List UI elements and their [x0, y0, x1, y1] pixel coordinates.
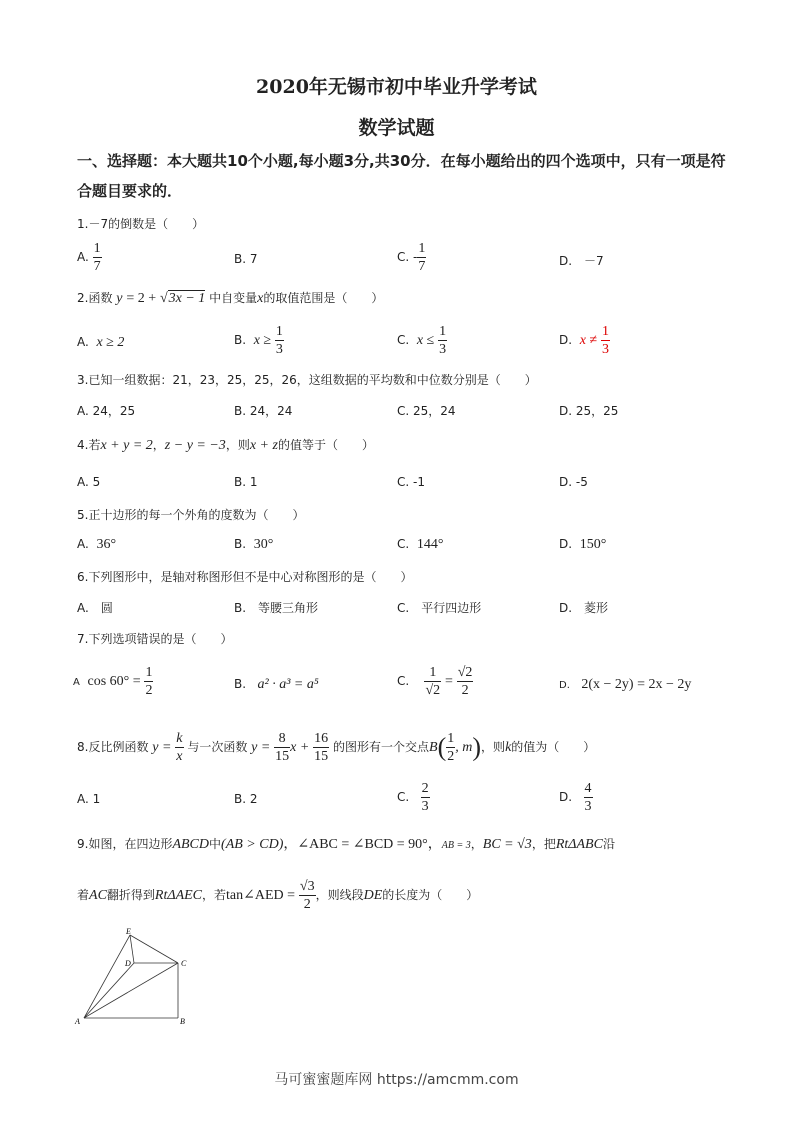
q5-option-a	[77, 537, 116, 553]
fraction	[584, 780, 593, 815]
q2-option-d	[559, 323, 610, 358]
q6-option-d: D. 菱形	[559, 601, 609, 615]
stem-text: 2.函数	[77, 291, 113, 305]
math: y =	[251, 740, 271, 755]
stem-text: ，则	[481, 740, 506, 754]
q3-option-a: A. 24，25	[77, 404, 136, 418]
segment-ec	[130, 935, 178, 963]
question-7-stem: 7.下列选项错误的是（ ）	[77, 632, 233, 646]
math: 150°	[579, 537, 607, 552]
math: 36°	[96, 537, 117, 552]
question-4-stem	[77, 436, 374, 454]
math: , m	[455, 740, 473, 755]
q3-option-b: B. 24，24	[234, 404, 293, 418]
q1-option-a	[77, 240, 102, 275]
stem-text: 翻折得到	[106, 888, 155, 902]
denominator: 3	[584, 799, 592, 814]
q2-option-c	[397, 323, 447, 358]
numerator: 1	[447, 731, 455, 746]
q8-option-c	[397, 780, 430, 815]
math: 30°	[253, 537, 274, 552]
math: x	[257, 291, 264, 306]
denominator: x	[176, 749, 183, 764]
option-label: C.	[397, 674, 410, 688]
stem-text: 9.如图，在四边形	[77, 837, 173, 851]
segment-ad	[84, 963, 134, 1018]
stem-text: 沿	[602, 837, 615, 851]
math: a² · a³ = a⁵	[257, 677, 319, 692]
q1-option-c	[397, 240, 426, 275]
fraction	[93, 240, 102, 275]
option-label: B.	[234, 677, 247, 691]
q5-option-d	[559, 537, 606, 553]
q7-option-b	[234, 677, 319, 693]
fraction	[421, 780, 430, 815]
option-label: C.	[397, 333, 410, 347]
q6-option-a: A. 圆	[77, 601, 113, 615]
math: DE	[363, 888, 383, 903]
option-label: A.	[77, 537, 89, 551]
fraction	[175, 730, 183, 765]
exam-subtitle: 数学试题	[358, 117, 435, 139]
numerator: √3	[299, 879, 315, 894]
exam-title: 2020年无锡市初中毕业升学考试	[256, 76, 537, 98]
fraction	[313, 730, 329, 765]
q6-option-c: C. 平行四边形	[397, 601, 482, 615]
q7-option-d	[559, 677, 691, 693]
label-a: A	[75, 1017, 80, 1026]
math: tan∠AED =	[226, 888, 296, 903]
stem-text: ，若	[202, 888, 227, 902]
math: k	[505, 740, 512, 755]
label-b: B	[180, 1017, 185, 1026]
q7-option-a	[73, 664, 153, 699]
fraction	[446, 730, 455, 765]
q8-option-b: B. 2	[234, 792, 258, 806]
stem-text: 中	[209, 837, 222, 851]
fraction	[438, 323, 447, 358]
math: x + y = 2	[100, 438, 153, 453]
denominator: 2	[145, 683, 153, 698]
stem-text: ，	[152, 438, 165, 452]
footer-watermark: 马可蜜蜜题库网 https://amcmm.com	[274, 1072, 519, 1088]
fraction	[424, 664, 441, 699]
q4-option-c: C. -1	[397, 475, 425, 489]
option-label: D.	[559, 680, 570, 691]
stem-text: 着	[77, 888, 90, 902]
denominator: 3	[275, 342, 283, 357]
q2-option-a	[77, 335, 124, 351]
math: y =	[152, 740, 172, 755]
stem-text: ，把	[531, 837, 556, 851]
q8-option-a: A. 1	[77, 792, 101, 806]
math: x ≤	[416, 333, 435, 348]
q3-option-d: D. 25，25	[559, 404, 619, 418]
denominator: 7	[93, 259, 101, 274]
question-3-stem: 3.已知一组数据：21，23，25，25，26，这组数据的平均数和中位数分别是（ ）	[77, 373, 537, 387]
math: x ≥	[253, 333, 272, 348]
denominator: √2	[425, 683, 441, 698]
denominator: 3	[601, 342, 609, 357]
option-label: D.	[559, 790, 573, 804]
denominator: 7	[418, 259, 426, 274]
math: y	[116, 291, 123, 306]
numerator: k	[176, 731, 183, 746]
math: RtΔABC	[555, 837, 603, 852]
q5-option-b	[234, 537, 273, 553]
option-label: A.	[77, 335, 89, 349]
paren: (	[437, 732, 447, 762]
fraction	[274, 730, 290, 765]
option-label: B.	[234, 537, 247, 551]
denominator: 3	[439, 342, 447, 357]
q1-option-b: B. 7	[234, 252, 258, 266]
option-label: B.	[234, 333, 247, 347]
stem-text: 的值等于（ ）	[277, 438, 374, 452]
stem-text: ，	[470, 837, 483, 851]
numerator: 1	[424, 664, 441, 682]
stem-text: 的长度为（ ）	[382, 888, 479, 902]
option-label: A	[73, 677, 80, 688]
section-header: 一、选择题：本大题共10个小题,每小题3分,共30分．在每小题给出的四个选项中，只有一项是符合题目要求的．	[77, 152, 726, 200]
q4-option-b: B. 1	[234, 475, 258, 489]
geometry-figure	[70, 925, 195, 1030]
math: =	[444, 674, 453, 689]
option-label: C. -	[397, 250, 418, 264]
math: AC	[89, 888, 107, 903]
paren: )	[472, 732, 482, 762]
math: BC = √3	[482, 837, 532, 852]
fraction	[417, 240, 426, 275]
sqrt-sign: √	[159, 291, 168, 306]
option-label: D.	[559, 333, 573, 347]
q5-option-c	[397, 537, 443, 553]
stem-text: ，则	[225, 438, 250, 452]
denominator: 15	[314, 749, 329, 764]
stem-text: 的值为（ ）	[511, 740, 596, 754]
label-e: E	[126, 927, 131, 936]
q1-option-d: D. －7	[559, 254, 604, 268]
stem-text: 4.若	[77, 438, 101, 452]
math: ABCD	[172, 837, 210, 852]
option-label: C.	[397, 537, 410, 551]
q6-option-b: B. 等腰三角形	[234, 601, 319, 615]
denominator: 2	[447, 749, 455, 764]
segment-ae	[84, 935, 130, 1018]
numerator: 4	[584, 781, 592, 796]
numerator: 1	[418, 241, 426, 256]
math: B	[429, 740, 438, 755]
fraction	[144, 664, 153, 699]
stem-text: ，则线段	[315, 888, 364, 902]
numerator: 1	[275, 324, 283, 339]
segment-ac	[84, 963, 178, 1018]
math: RtΔAEC	[154, 888, 203, 903]
numerator: 1	[145, 665, 153, 680]
math: x + z	[249, 438, 278, 453]
numerator: 8	[274, 730, 290, 748]
math: 144°	[416, 537, 444, 552]
question-5-stem: 5.正十边形的每一个外角的度数为（ ）	[77, 508, 305, 522]
radicand: 3x − 1	[168, 291, 206, 306]
question-9-stem-line2	[77, 878, 478, 913]
option-label: C.	[397, 790, 410, 804]
numerator: 1	[93, 241, 101, 256]
option-label: A.	[77, 250, 89, 264]
question-8-stem	[77, 730, 595, 765]
math: (AB > CD)	[221, 837, 284, 852]
math: x +	[290, 740, 310, 755]
denominator: 3	[421, 799, 429, 814]
fraction	[601, 323, 610, 358]
math: x ≥ 2	[96, 335, 125, 350]
math: 2(x − 2y) = 2x − 2y	[581, 677, 692, 692]
q8-option-d	[559, 780, 593, 815]
q7-option-c	[397, 664, 473, 699]
denominator: 2	[303, 897, 311, 912]
math: = 2 +	[126, 291, 157, 306]
denominator: 15	[275, 749, 290, 764]
q4-option-a: A. 5	[77, 475, 101, 489]
stem-text: 的取值范围是（ ）	[263, 291, 384, 305]
denominator: 2	[461, 683, 469, 698]
question-9-stem-line1	[77, 833, 615, 853]
numerator: 16	[314, 731, 329, 746]
math: cos 60° =	[87, 674, 141, 689]
question-1-stem: 1.－7的倒数是（ ）	[77, 217, 205, 231]
math: z − y = −3	[164, 438, 226, 453]
q4-option-d: D. -5	[559, 475, 588, 489]
math: ，∠ABC = ∠BCD = 90°，	[283, 837, 442, 852]
stem-text: 8.反比例函数	[77, 740, 149, 754]
label-d: D	[125, 959, 131, 968]
stem-text: 的图形有一个交点	[333, 740, 430, 754]
numerator: √2	[457, 665, 473, 680]
question-2-stem	[77, 289, 383, 307]
stem-text: 中自变量	[209, 291, 258, 305]
math: x ≠	[579, 333, 598, 348]
numerator: 1	[601, 324, 609, 339]
q3-option-c: C. 25，24	[397, 404, 456, 418]
fraction	[275, 323, 284, 358]
label-c: C	[181, 959, 187, 968]
math: AB = 3	[441, 840, 471, 851]
numerator: 1	[439, 324, 447, 339]
stem-text: 与一次函数	[187, 740, 248, 754]
q2-option-b	[234, 323, 284, 358]
option-label: D.	[559, 537, 573, 551]
fraction	[457, 664, 474, 699]
fraction	[299, 878, 316, 913]
question-6-stem: 6.下列图形中，是轴对称图形但不是中心对称图形的是（ ）	[77, 570, 413, 584]
numerator: 2	[421, 781, 429, 796]
